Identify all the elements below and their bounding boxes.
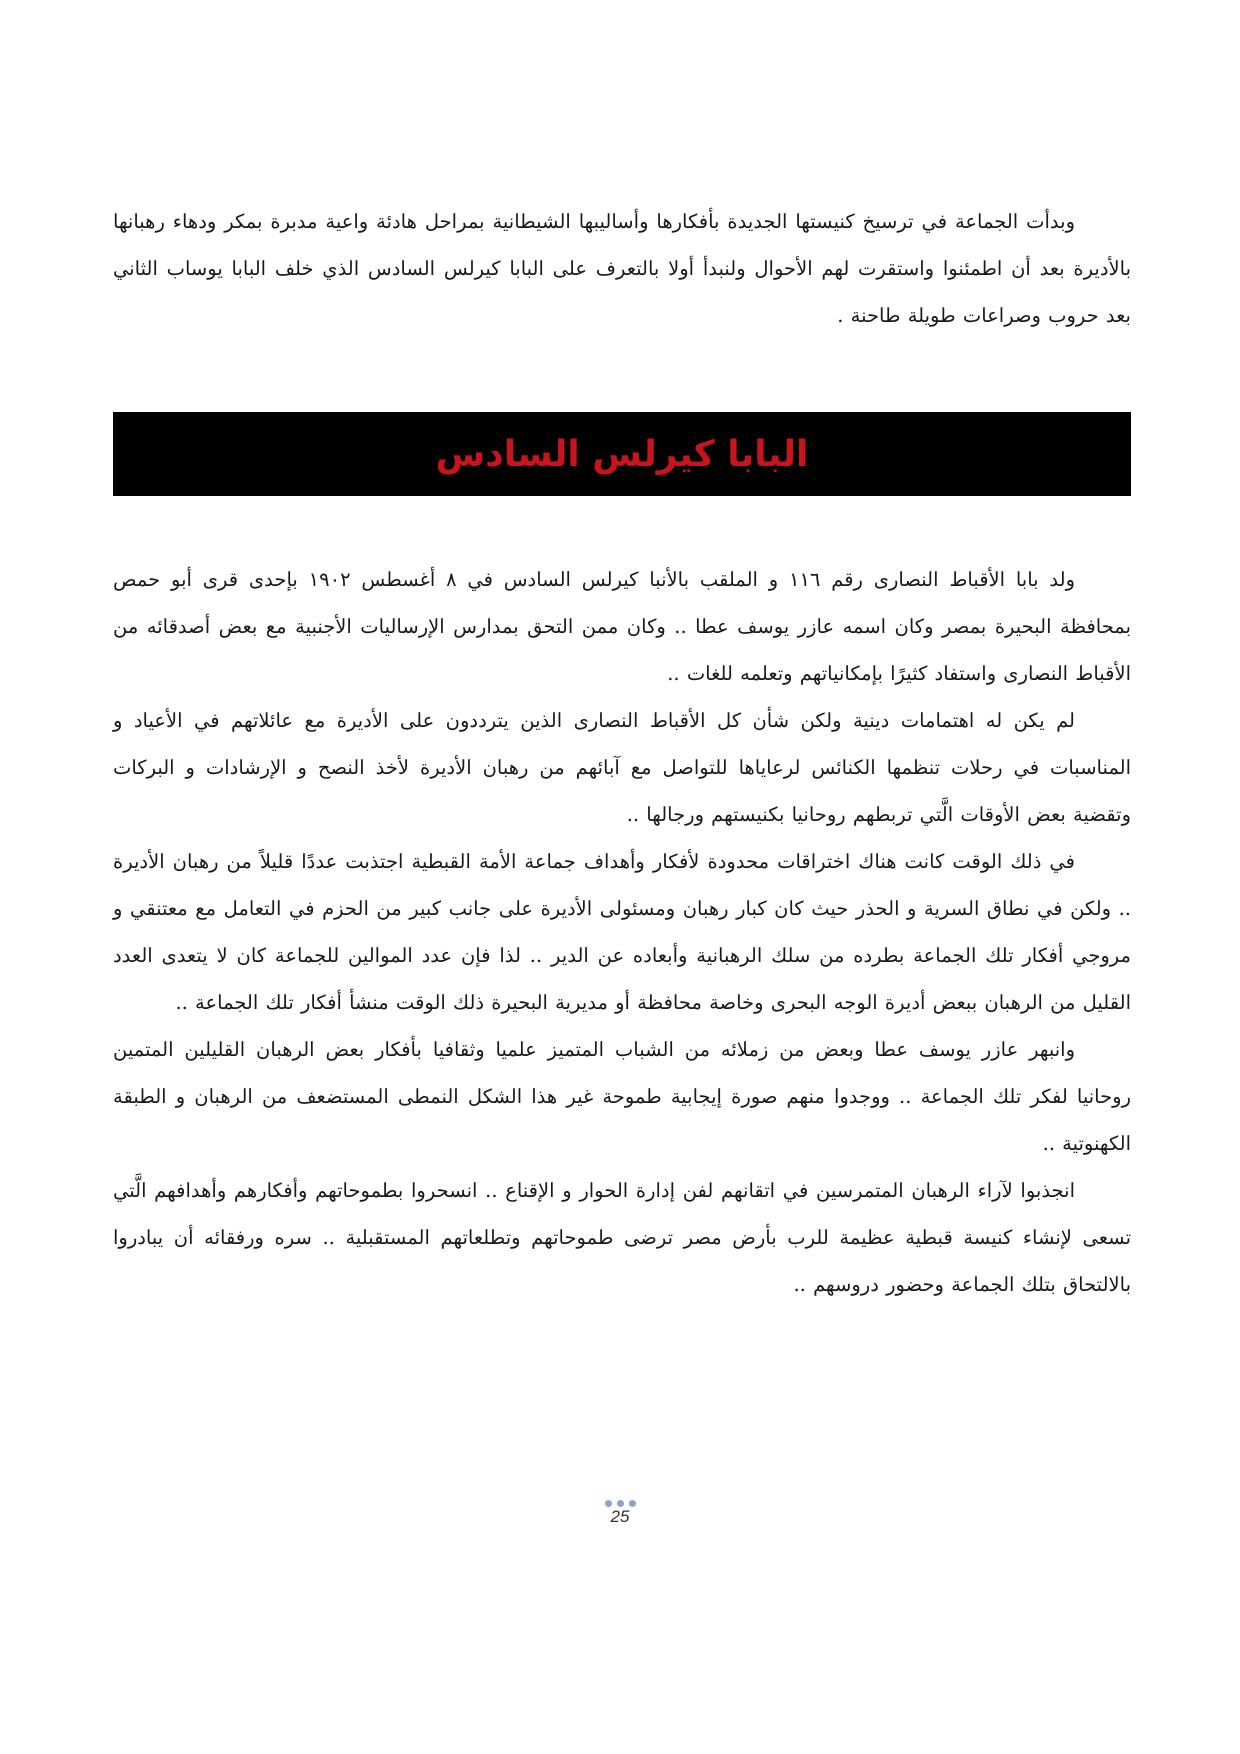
intro-paragraph: وبدأت الجماعة في ترسيخ كنيستها الجديدة بأفكارها وأساليبها الشيطانية بمراحل هادئة واعية مدبرة بمكر ودهاء رهبانها بالأديرة بعد أن اطمئنوا واستقرت لهم الأحوال ولنبدأ أولا بالتعرف على البابا كيرلس السادس الذي خلف البابا يوساب الثاني بعد حروب وصراعات طويلة طاحنة . — [113, 210, 1131, 327]
body-paragraph-1: ولد بابا الأقباط النصارى رقم ١١٦ و الملقب بالأنبا كيرلس السادس في ٨ أغسطس ١٩٠٢ بإحدى قرى أبو حمص بمحافظة البحيرة بمصر وكان اسمه عازر يوسف عطا .. وكان ممن التحق بمدارس الإرساليات الأجنبية مع بعض أصدقائه من الأقباط النصارى واستفاد كثيرًا بإمكانياتهم وتعلمه للغات .. — [113, 568, 1131, 685]
body-text — [113, 556, 1131, 1308]
dot-icon — [629, 1500, 636, 1507]
body-paragraph-4: وانبهر عازر يوسف عطا وبعض من زملائه من الشباب المتميز علميا وثقافيا بأفكار بعض الرهبان القليلين المتمين روحانيا لفكر تلك الجماعة .. ووجدوا منهم صورة إيجابية طموحة غير هذا الشكل النمطى المستضعف من الرهبان و الطبقة الكهنوتية .. — [113, 1038, 1131, 1155]
section-title-banner — [113, 412, 1131, 496]
page-number: 25 — [610, 1507, 630, 1526]
section-title: البابا كيرلس السادس — [435, 433, 809, 475]
dot-icon — [605, 1500, 612, 1507]
body-paragraph-2: لم يكن له اهتمامات دينية ولكن شأن كل الأقباط النصارى الذين يترددون على الأديرة مع عائلاتهم في الأعياد و المناسبات في رحلات تنظمها الكنائس لرعاياها للتواصل مع آبائهم من رهبان الأديرة لأخذ النصح و الإرشادات و البركات وتقضية بعض الأوقات الَّتي تربطهم روحانيا بكنيستهم ورجالها .. — [113, 709, 1131, 826]
document-page — [113, 0, 1131, 1754]
body-paragraph-3: في ذلك الوقت كانت هناك اختراقات محدودة لأفكار وأهداف جماعة الأمة القبطية اجتذبت عددًا قليلاً من رهبان الأديرة .. ولكن في نطاق السرية و الحذر حيث كان كبار رهبان ومسئولى الأديرة على جانب كبير من الحزم في التعامل مع معتنقي و مروجي أفكار تلك الجماعة بطرده من سلك الرهبانية وأبعاده عن الدير .. لذا فإن عدد الموالين للجماعة كان لا يتعدى العدد القليل من الرهبان ببعض أديرة الوجه البحرى وخاصة محافظة أو مديرية البحيرة ذلك الوقت منشأ أفكار تلك الجماعة .. — [113, 850, 1131, 1014]
body-paragraph-5: انجذبوا لآراء الرهبان المتمرسين في اتقانهم لفن إدارة الحوار و الإقناع .. انسحروا بطموحاتهم وأفكارهم وأهدافهم الَّتي تسعى لإنشاء كنيسة قبطية عظيمة للرب بأرض مصر ترضى طموحاتهم وتطلعاتهم المستقبلية .. سره ورفقائه أن يبادروا بالالتحاق بتلك الجماعة وحضور دروسهم .. — [113, 1179, 1131, 1296]
dot-icon — [617, 1500, 624, 1507]
page-footer — [0, 1500, 1240, 1527]
